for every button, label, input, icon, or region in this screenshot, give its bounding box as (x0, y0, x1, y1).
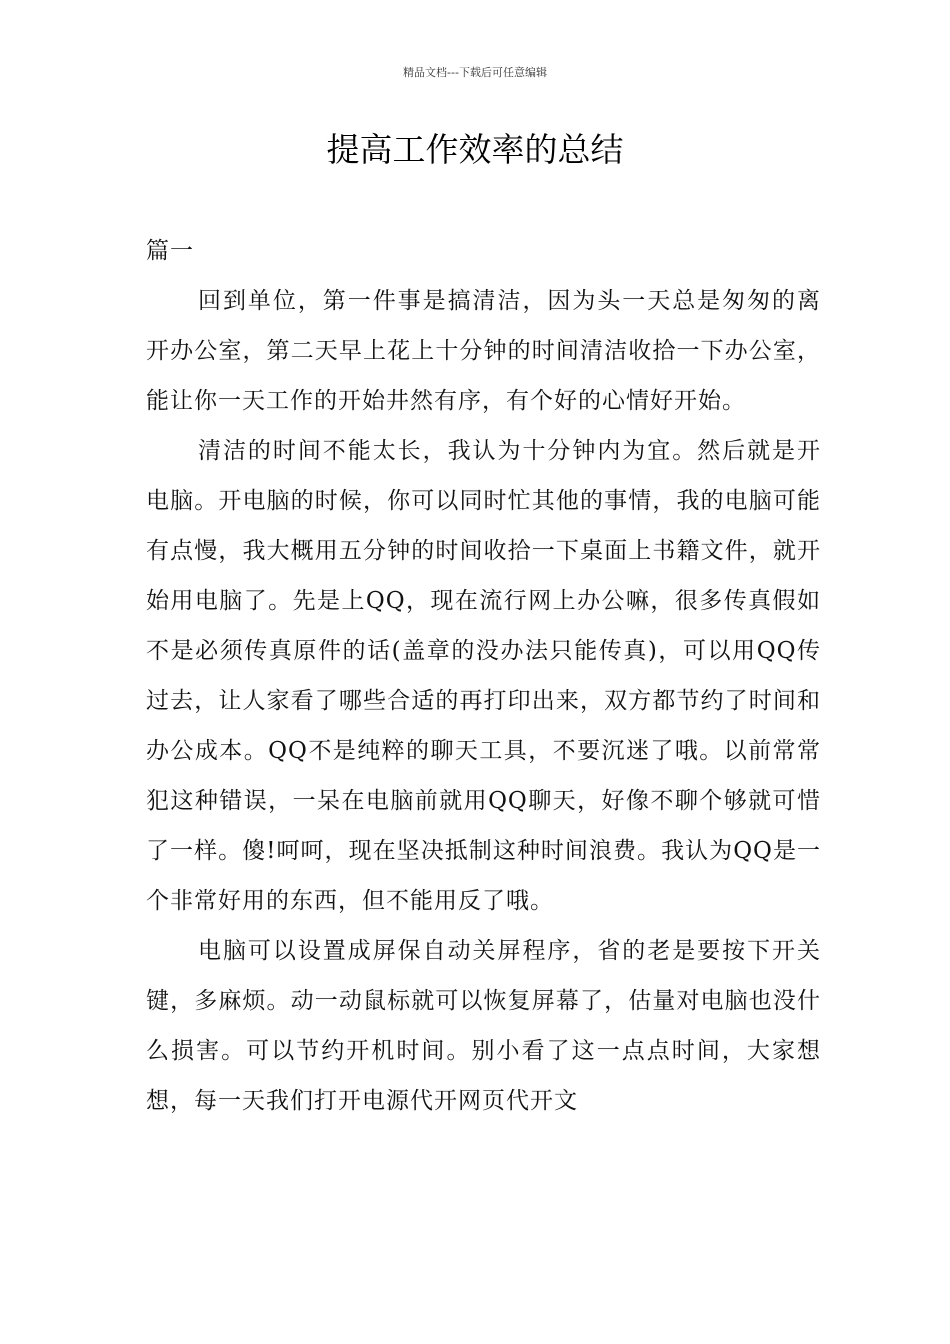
header-note: 精品文档---下载后可任意编辑 (403, 66, 547, 79)
paragraph-3: 电脑可以设置成屏保自动关屏程序，省的老是要按下开关键，多麻烦。动一动鼠标就可以恢复屏幕了，估量对电脑也没什么损害。可以节约开机时间。别小看了这一点点时间，大家想想，每一天我们打开电源代开网页代开文 (146, 938, 821, 1114)
section-label: 篇一 (146, 238, 194, 264)
document-title: 提高工作效率的总结 (326, 130, 624, 169)
paragraph-2: 清洁的时间不能太长，我认为十分钟内为宜。然后就是开电脑。开电脑的时候，你可以同时忙其他的事情，我的电脑可能有点慢，我大概用五分钟的时间收拾一下桌面上书籍文件，就开始用电脑了。先是上QQ，现在流行网上办公嘛，很多传真假如不是必须传真原件的话(盖章的没办法只能传真)，可以用QQ传过去，让人家看了哪些合适的再打印出来，双方都节约了时间和办公成本。QQ不是纯粹的聊天工具，不要沉迷了哦。以前常常犯这种错误，一呆在电脑前就用QQ聊天，好像不聊个够就可惜了一样。傻!呵呵，现在坚决抵制这种时间浪费。我认为QQ是一个非常好用的东西，但不能用反了哦。 (146, 438, 821, 914)
document-body (146, 226, 821, 1126)
paragraph-1: 回到单位，第一件事是搞清洁，因为头一天总是匆匆的离开办公室，第二天早上花上十分钟的时间清洁收拾一下办公室，能让你一天工作的开始井然有序，有个好的心情好开始。 (146, 288, 821, 414)
